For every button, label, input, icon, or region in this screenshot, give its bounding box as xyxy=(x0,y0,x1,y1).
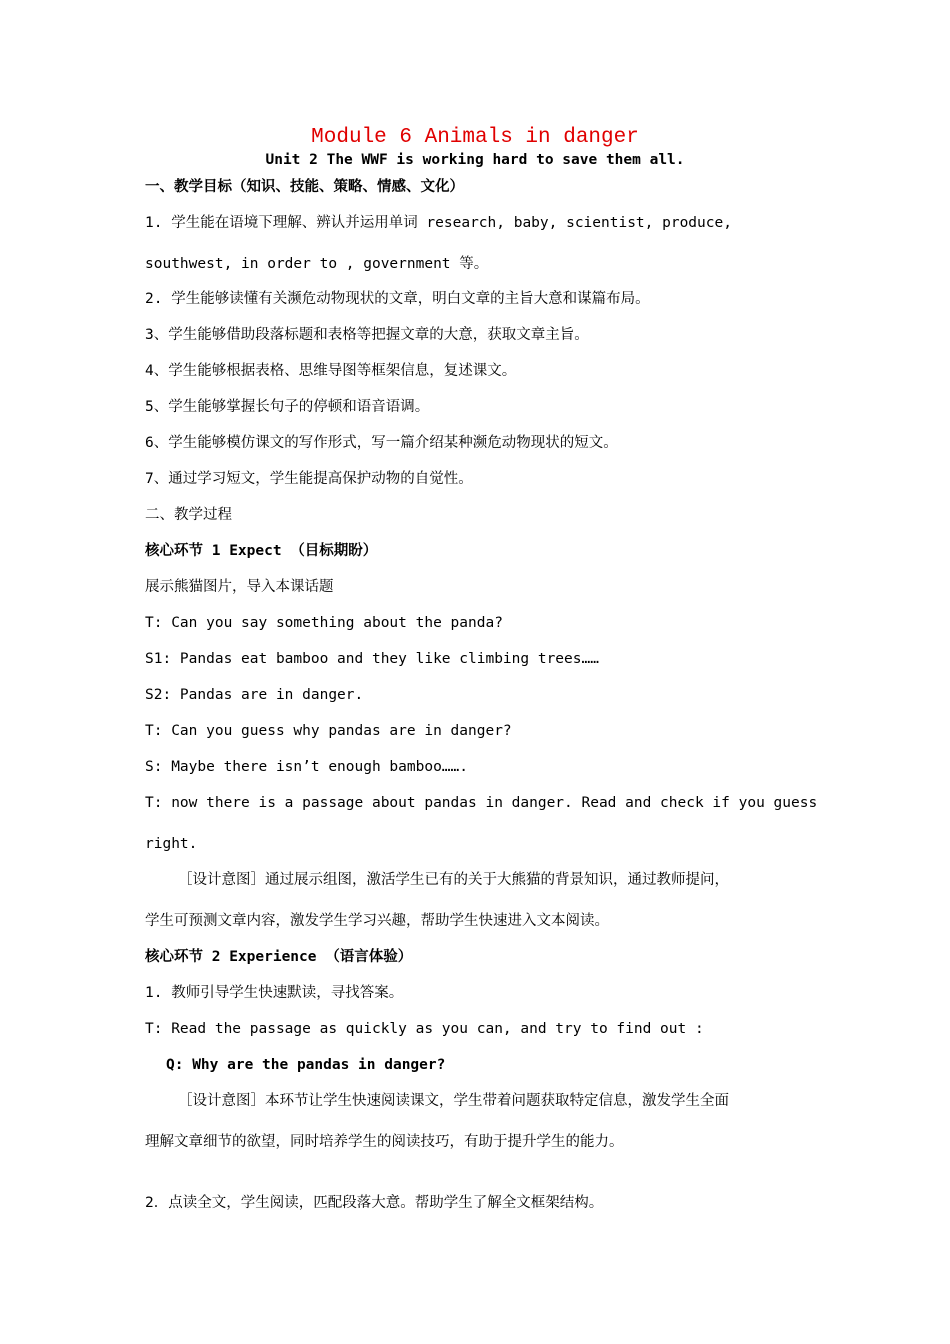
step2-item-1: 1. 教师引导学生快速默读，寻找答案。 xyxy=(145,985,404,1001)
section2-heading: 二、教学过程 xyxy=(145,507,232,523)
goal-5: 5、学生能够掌握长句子的停顿和语音语调。 xyxy=(145,399,430,415)
step2-heading: 核心环节 2 Experience （语言体验） xyxy=(145,949,413,965)
unit-subtitle: Unit 2 The WWF is working hard to save them all. xyxy=(265,152,685,168)
step2-question: Q: Why are the pandas in danger? xyxy=(166,1057,446,1073)
step2-teacher-line: T: Read the passage as quickly as you can, and try to find out : xyxy=(145,1021,704,1037)
step1-intro: 展示熊猫图片，导入本课话题 xyxy=(145,579,334,595)
design-intent-2-cont: 理解文章细节的欲望，同时培养学生的阅读技巧，有助于提升学生的能力。 xyxy=(145,1134,624,1150)
dialogue-line: right. xyxy=(145,836,198,852)
dialogue-line: S: Maybe there isn’t enough bamboo……. xyxy=(145,759,469,775)
dialogue-line: T: Can you say something about the panda? xyxy=(145,615,503,631)
dialogue-line: S1: Pandas eat bamboo and they like climbing trees…… xyxy=(145,651,599,667)
goal-2: 2. 学生能够读懂有关濒危动物现状的文章，明白文章的主旨大意和谋篇布局。 xyxy=(145,291,650,307)
design-intent-1: ［设计意图］通过展示组图，激活学生已有的关于大熊猫的背景知识，通过教师提问， xyxy=(178,872,729,888)
design-intent-2: ［设计意图］本环节让学生快速阅读课文，学生带着问题获取特定信息，激发学生全面 xyxy=(178,1093,729,1109)
dialogue-line: S2: Pandas are in danger. xyxy=(145,687,364,703)
dialogue-line: T: Can you guess why pandas are in danger? xyxy=(145,723,512,739)
dialogue-line: T: now there is a passage about pandas in danger. Read and check if you guess xyxy=(145,795,818,811)
goal-7: 7、通过学习短文，学生能提高保护动物的自觉性。 xyxy=(145,471,473,487)
step2-item-2: 2．点读全文，学生阅读，匹配段落大意。帮助学生了解全文框架结构。 xyxy=(145,1195,604,1211)
goal-6: 6、学生能够模仿课文的写作形式，写一篇介绍某种濒危动物现状的短文。 xyxy=(145,435,618,451)
goal-4: 4、学生能够根据表格、思维导图等框架信息，复述课文。 xyxy=(145,363,517,379)
goal-3: 3、学生能够借助段落标题和表格等把握文章的大意，获取文章主旨。 xyxy=(145,327,589,343)
goal-1-line-b: southwest, in order to , government 等。 xyxy=(145,256,489,272)
section1-heading: 一、教学目标（知识、技能、策略、情感、文化） xyxy=(145,179,464,195)
module-title: Module 6 Animals in danger xyxy=(311,126,639,149)
goal-1-line-a: 1. 学生能在语境下理解、辨认并运用单词 research, baby, scientist, produce, xyxy=(145,215,732,231)
step1-heading: 核心环节 1 Expect （目标期盼） xyxy=(145,543,378,559)
design-intent-1-cont: 学生可预测文章内容，激发学生学习兴趣，帮助学生快速进入文本阅读。 xyxy=(145,913,609,929)
